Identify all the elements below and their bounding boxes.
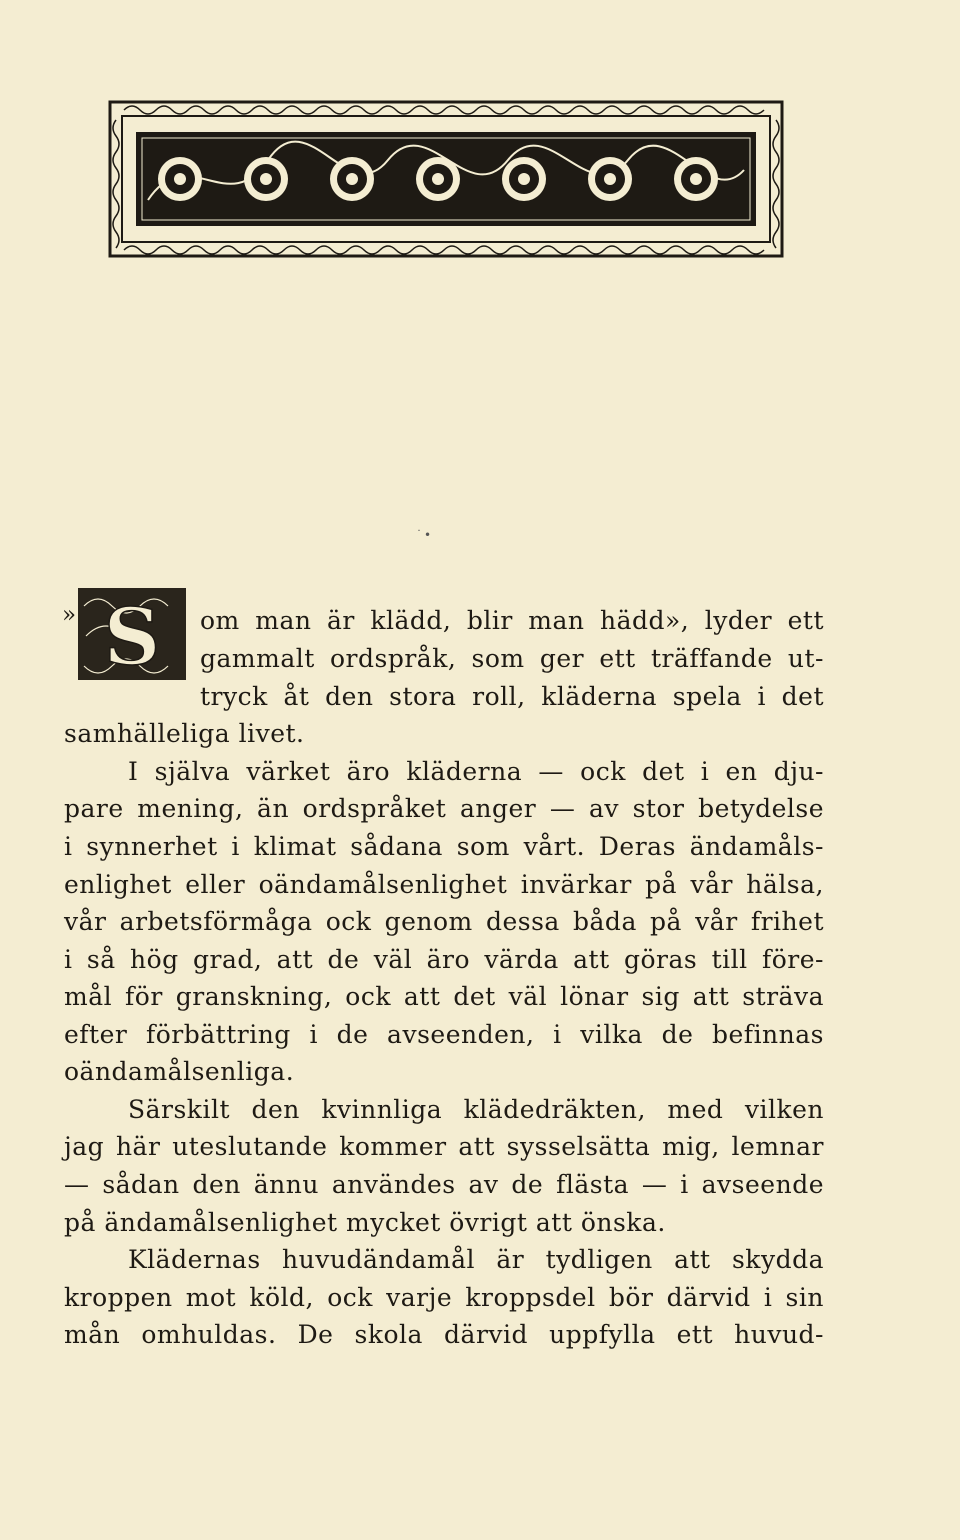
text-line: kroppen mot köld, ock varje kroppsdel bör därvid i sin (64, 1283, 824, 1312)
drop-cap-letter: S (103, 592, 161, 682)
text-line: vår arbetsförmåga ock genom dessa båda på vår frihet (64, 907, 824, 936)
text-line: pare mening, än ordspråket anger — av stor betydelse (64, 794, 824, 823)
ink-specks: ˙• (416, 528, 434, 542)
text-line: efter förbättring i de avseenden, i vilka de befinnas (64, 1020, 824, 1049)
text-line: enlighet eller oändamålsenlighet invärkar på vår hälsa, (64, 870, 824, 899)
text-line: om man är klädd, blir man hädd», lyder ett (200, 606, 824, 635)
ornamental-headpiece-icon (108, 100, 784, 258)
text-line: — sådan den ännu användes av de flästa — i avseende (64, 1170, 824, 1199)
text-line: oändamålsenliga. (64, 1057, 295, 1086)
text-line: mål för granskning, ock att det väl lönar sig att sträva (64, 982, 824, 1011)
text-line: jag här uteslutande kommer att sysselsätta mig, lemnar (64, 1132, 824, 1161)
text-line: mån omhuldas. De skola därvid uppfylla ett huvud- (64, 1320, 824, 1349)
text-line: Klädernas huvudändamål är tydligen att skydda (128, 1245, 824, 1274)
text-line: samhälleliga livet. (64, 719, 305, 748)
text-line: gammalt ordspråk, som ger ett träffande ut- (200, 644, 824, 673)
opening-quote: » (62, 602, 77, 628)
text-line: i så hög grad, att de väl äro värda att göras till före- (64, 945, 824, 974)
text-line: I själva värket äro kläderna — ock det i en dju- (128, 757, 824, 786)
decorated-initial-s-icon (76, 586, 188, 682)
text-line: i synnerhet i klimat sådana som vårt. Deras ändamåls- (64, 832, 824, 861)
text-line: tryck åt den stora roll, kläderna spela i det (200, 682, 824, 711)
text-line: Särskilt den kvinnliga klädedräkten, med vilken (128, 1095, 824, 1124)
text-line: på ändamålsenlighet mycket övrigt att önska. (64, 1208, 666, 1237)
